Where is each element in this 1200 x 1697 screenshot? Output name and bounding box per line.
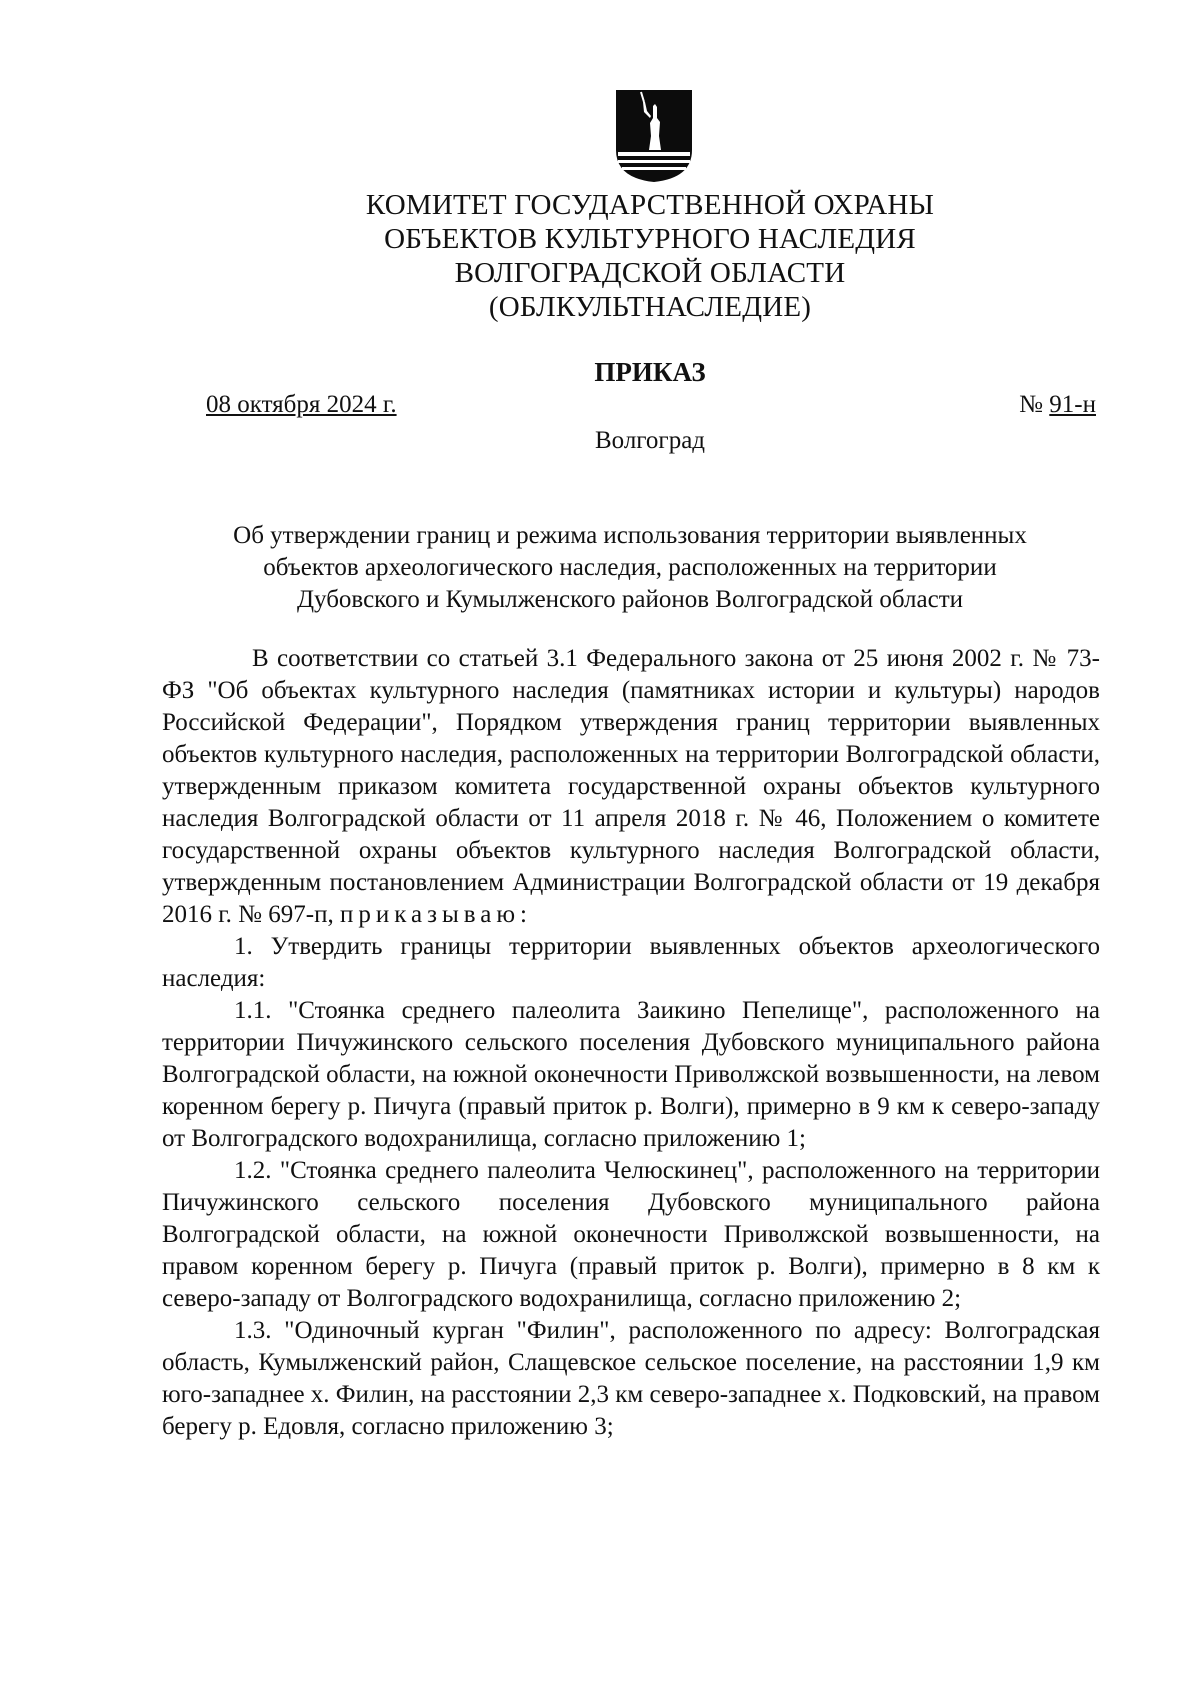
issuer-name-line-3: ВОЛГОГРАДСКОЙ ОБЛАСТИ (454, 257, 846, 289)
preamble-text: В соответствии со статьей 3.1 Федерального закона от 25 июня 2002 г. № 73-ФЗ "Об объектах культурного наследия (памятниках истории и культуры) народов Российской Федерации", Порядком утверждения границ территории выявленных объектов культурного наследия, расположенных на территории Волгоградской области, утвержденным приказом комитета государственной охраны объектов культурного наследия Волгоградской области от 11 апреля 2018 г. № 46, Положением о комитете государственной охраны объектов культурного наследия Волгоградской области, утвержденным постановлением Администрации Волгоградской области от 19 декабря 2016 г. № 697-п, (162, 645, 1100, 928)
issuer-short-name: (ОБЛКУЛЬТНАСЛЕДИЕ) (488, 291, 812, 323)
order-body (162, 643, 1100, 1443)
subject-line-3: Дубовского и Кумылженского районов Волгоградской области (296, 586, 963, 613)
order-number (1019, 390, 1096, 420)
order-number-prefix: № (1019, 391, 1050, 418)
issuer-header (300, 188, 1000, 324)
subject-line-1: Об утверждении границ и режима использования территории выявленных (233, 522, 1027, 549)
order-word: приказываю: (340, 901, 532, 928)
issuer-name-line-2: ОБЪЕКТОВ КУЛЬТУРНОГО НАСЛЕДИЯ (384, 223, 916, 255)
subject-line-2: объектов археологического наследия, расположенных на территории (263, 554, 997, 581)
clause-1-1: 1.1. "Стоянка среднего палеолита Заикино Пепелище", расположенного на территории Пичужинского сельского поселения Дубовского муниципального района Волгоградской области, на южной оконечности Приволжской возвышенности, на левом коренном берегу р. Пичуга (правый приток р. Волги), примерно в 9 км к северо-западу от Волгоградского водохранилища, согласно приложению 1; (162, 997, 1100, 1152)
document-type-title: ПРИКАЗ (594, 357, 706, 387)
clause-1-3: 1.3. "Одиночный курган "Филин", расположенного по адресу: Волгоградская область, Кумылженский район, Слащевское сельское поселение, на расстоянии 1,9 км юго-западнее х. Филин, на расстоянии 2,3 км северо-западнее х. Подковский, на правом берегу р. Едовля, согласно приложению 3; (162, 1317, 1100, 1440)
clause-1-2: 1.2. "Стоянка среднего палеолита Челюскинец", расположенного на территории Пичужинского сельского поселения Дубовского муниципального района Волгоградской области, на южной оконечности Приволжской возвышенности, на правом коренном берегу р. Пичуга (правый приток р. Волги), примерно в 8 км к северо-западу от Волгоградского водохранилища, согласно приложению 2; (162, 1157, 1100, 1312)
order-date: 08 октября 2024 г. (206, 391, 397, 418)
order-number-value: 91-н (1049, 391, 1096, 418)
clause-1: 1. Утвердить границы территории выявленных объектов археологического наследия: (162, 933, 1100, 992)
volgograd-coat-of-arms-emblem (614, 88, 694, 184)
order-subject (160, 520, 1100, 616)
preamble-paragraph (162, 643, 1100, 931)
order-city: Волгоград (594, 427, 706, 454)
issuer-name-line-1: КОМИТЕТ ГОСУДАРСТВЕННОЙ ОХРАНЫ (365, 189, 935, 221)
